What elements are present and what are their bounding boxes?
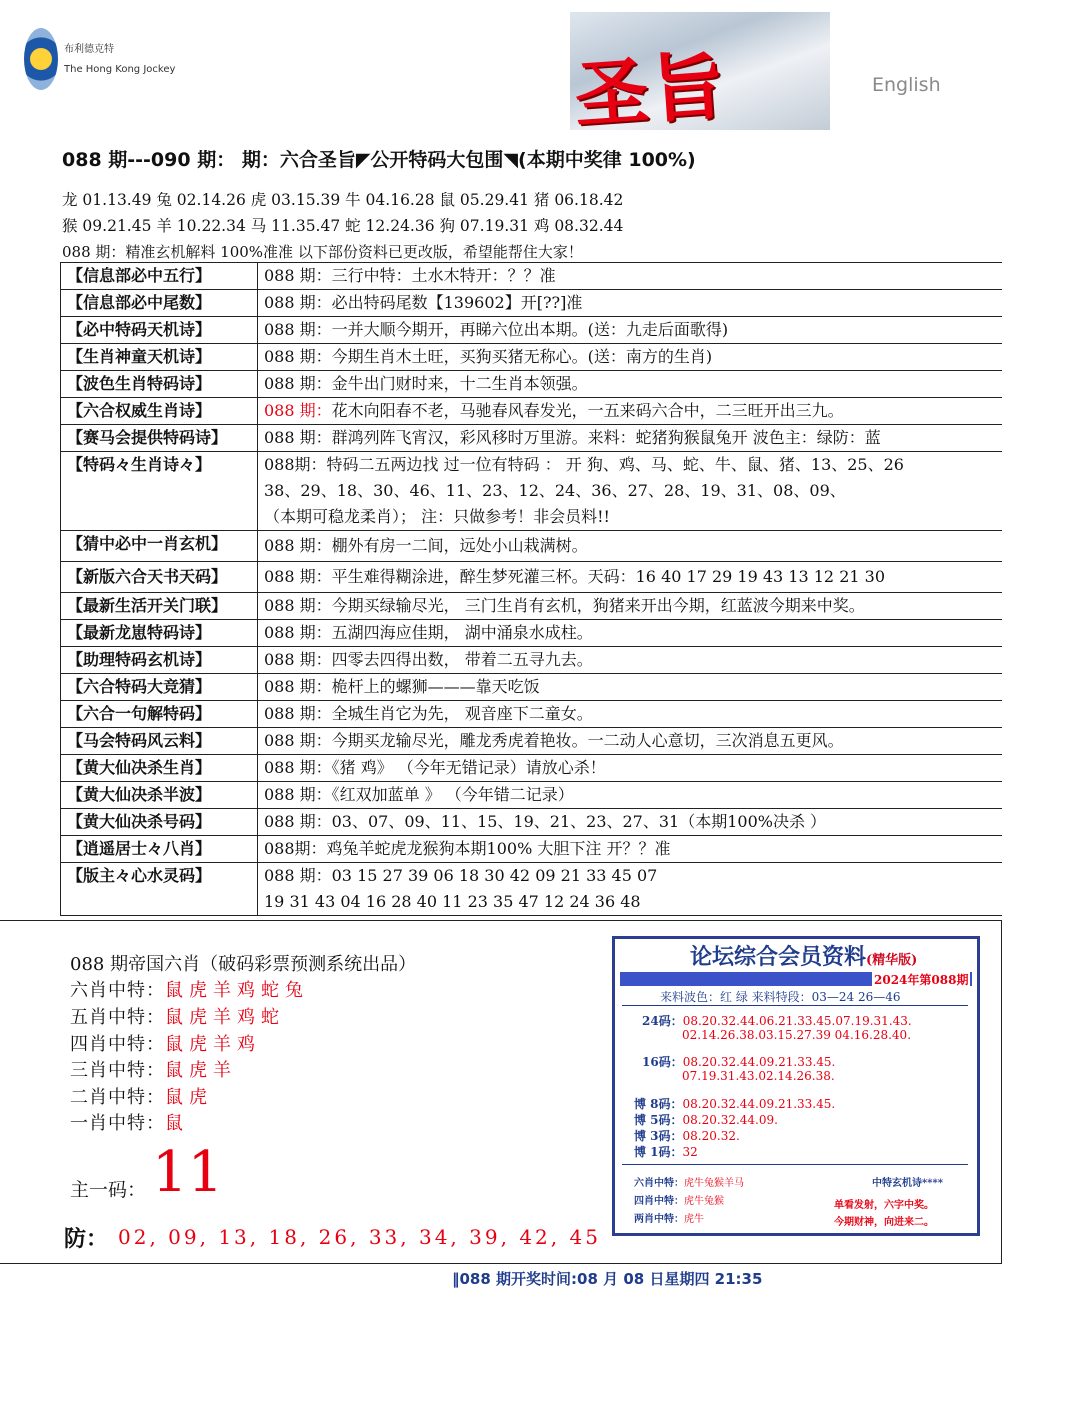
- intro-text: 088 期：精准玄机解料 100%准准 以下部份资料已更改版，希望能帮住大家！: [62, 243, 583, 261]
- row-label: 【新版六合天书天码】: [60, 562, 258, 592]
- row-label: 【六合特码大竞猜】: [60, 674, 258, 700]
- table-row: [60, 344, 1002, 371]
- table-row: [60, 531, 1002, 562]
- row-label: 【逍遥居士々八肖】: [60, 836, 258, 862]
- row-line: 088 期：03 15 27 39 06 18 30 42 09 21 33 45 07: [264, 866, 658, 885]
- row-value: 088 期：桅杆上的螺狮———靠天吃饭: [264, 677, 540, 696]
- code24-value-1: 08.20.32.44.06.21.33.45.07.19.31.43.: [682, 1014, 912, 1028]
- forum-title-text: 论坛综合会员资料: [690, 944, 867, 970]
- row-label: 【必中特码天机诗】: [60, 317, 258, 343]
- zodiac-line-1: 龙 01.13.49 兔 02.14.26 虎 03.15.39 牛 04.16.28 鼠 05.29.41 猪 06.18.42: [62, 191, 624, 209]
- bo3-value: 08.20.32.: [682, 1129, 740, 1143]
- six-key: 六肖中特：: [634, 1178, 684, 1189]
- forum-six: [634, 1174, 744, 1189]
- issue-prefix: 088 期：: [264, 401, 332, 420]
- fang-values: 02, 09, 13, 18, 26, 33, 34, 39, 42, 45: [118, 1225, 601, 1249]
- row-value: 088 期：三行中特：土水木特开：？？准: [264, 266, 556, 285]
- main-code-label: 主一码：: [70, 1179, 147, 1201]
- bo1-key: 博 1码：: [634, 1145, 683, 1159]
- headline: 088 期---090 期： 期：六合圣旨◤公开特码大包围◥(本期中奖律 100%): [62, 149, 696, 171]
- row-value: [258, 863, 1002, 915]
- six-line-label: 一肖中特：: [70, 1113, 165, 1134]
- forum-year-issue: 2024年第088期: [874, 973, 969, 987]
- table-row: [60, 452, 1002, 531]
- row-line: 088期：特码二五两边找 过一位有特码 ： 开 狗、鸡、马、蛇、牛、鼠、猪、13、25、26: [264, 455, 904, 474]
- row-label: 【助理特码玄机诗】: [60, 647, 258, 673]
- logo-text-en: The Hong Kong Jockey: [64, 64, 176, 75]
- forum-edition: (精华版): [866, 953, 918, 968]
- row-label: 【版主々心水灵码】: [60, 863, 258, 915]
- code24-value-2: 02.14.26.38.03.15.27.39 04.16.28.40.: [682, 1028, 912, 1042]
- code16-value-2: 07.19.31.43.02.14.26.38.: [682, 1069, 835, 1083]
- bo3-key: 博 3码：: [634, 1129, 683, 1143]
- forum-bo3: [634, 1127, 740, 1144]
- logo-text-cn: 布利德克特: [64, 44, 114, 55]
- six-line: [70, 1030, 261, 1056]
- four-key: 四肖中特：: [634, 1196, 684, 1207]
- row-label: 【六合一句解特码】: [60, 701, 258, 727]
- row-value: 088 期：棚外有房一二间，远处小山栽满树。: [264, 536, 588, 555]
- forum-poem-line-2: 今期财神，向进来二。: [834, 1217, 934, 1228]
- forum-bo8: [634, 1095, 835, 1112]
- row-value: 088 期：全城生肖它为先， 观音座下二童女。: [264, 704, 593, 723]
- row-value: 088 期：03、07、09、11、15、19、21、23、27、31（本期100%决杀 ）: [264, 812, 827, 831]
- bo1-value: 32: [682, 1145, 698, 1159]
- bo8-key: 博 8码：: [634, 1097, 683, 1111]
- forum-poem-title: 中特玄机诗****: [872, 1178, 943, 1189]
- six-line-label: 二肖中特：: [70, 1087, 165, 1108]
- table-row: [60, 809, 1002, 836]
- zodiac-line-2: 猴 09.21.45 羊 10.22.34 马 11.35.47 蛇 12.24.36 狗 07.19.31 鸡 08.32.44: [62, 217, 624, 235]
- row-line: 19 31 43 04 16 28 40 11 23 35 47 12 24 36 48: [264, 892, 641, 911]
- main-code: 11: [152, 1140, 224, 1205]
- forum-divider: [622, 1005, 968, 1006]
- table-row: [60, 593, 1002, 620]
- jockey-club-logo: [24, 28, 58, 90]
- six-zodiac-title: 088 期帝国六肖（破码彩票预测系统出品）: [70, 954, 417, 975]
- two-value: 虎牛: [684, 1214, 704, 1225]
- row-value: 088期：鸡兔羊蛇虎龙猴狗本期100% 大胆下注 开？？准: [264, 839, 671, 858]
- english-link[interactable]: English: [872, 74, 941, 96]
- row-value: 088 期：必出特码尾数【139602】开[??]准: [264, 293, 583, 312]
- table-row: [60, 398, 1002, 425]
- table-row: [60, 290, 1002, 317]
- table-row: [60, 647, 1002, 674]
- forum-poem-line-1: 单看发射，六字中奖。: [834, 1200, 934, 1211]
- code16-value-1: 08.20.32.44.09.21.33.45.: [682, 1055, 836, 1069]
- row-label: 【生肖神童天机诗】: [60, 344, 258, 370]
- row-label: 【黄大仙决杀生肖】: [60, 755, 258, 781]
- logo-text: [64, 40, 175, 80]
- fang-label: 防：: [64, 1226, 109, 1252]
- row-label: 【六合权威生肖诗】: [60, 398, 258, 424]
- table-row: [60, 701, 1002, 728]
- row-line: （本期可稳龙柔肖）； 注：只做参考！非会员料!!: [264, 507, 610, 526]
- six-line-label: 三肖中特：: [70, 1060, 165, 1081]
- row-text: 花木向阳春不老，马驰春风春发光，一五来码六合中，二三旺开出三九。: [331, 401, 844, 420]
- row-value: 088 期：今期买龙输尽光，雕龙秀虎着艳妆。一二动人心意切，三次消息五更风。: [264, 731, 844, 750]
- table-row: [60, 728, 1002, 755]
- two-key: 两肖中特：: [634, 1214, 684, 1225]
- forum-two: [634, 1210, 704, 1225]
- forum-title: [690, 940, 917, 971]
- draw-time: ‖088 期开奖时间:08 月 08 日星期四 21:35: [452, 1270, 763, 1288]
- row-value: [258, 452, 1002, 530]
- forum-code24: [642, 1012, 912, 1029]
- table-row: [60, 263, 1002, 290]
- six-line-value: 鼠虎羊: [165, 1060, 237, 1081]
- row-label: 【黄大仙决杀半波】: [60, 782, 258, 808]
- row-value: 088 期：今期买绿输尽光， 三门生肖有玄机，狗猪来开出今期，红蓝波今期来中奖。: [264, 596, 865, 615]
- row-label: 【特码々生肖诗々】: [60, 452, 258, 530]
- row-label: 【最新龙崽特码诗】: [60, 620, 258, 646]
- row-label: 【波色生肖特码诗】: [60, 371, 258, 397]
- table-row: [60, 562, 1002, 593]
- table-row: [60, 620, 1002, 647]
- forum-code16: [642, 1053, 835, 1070]
- six-line-label: 四肖中特：: [70, 1034, 165, 1055]
- code16-key: 16码：: [642, 1055, 683, 1069]
- table-row: [60, 755, 1002, 782]
- six-line-value: 鼠: [165, 1113, 189, 1134]
- six-line: [70, 976, 309, 1002]
- six-line: [70, 1056, 237, 1082]
- row-value: 088 期：《猪 鸡》 （今年无错记录）请放心杀！: [264, 758, 606, 777]
- table-row: [60, 425, 1002, 452]
- bo5-value: 08.20.32.44.09.: [682, 1113, 778, 1127]
- six-line-label: 五肖中特：: [70, 1007, 165, 1028]
- bo8-value: 08.20.32.44.09.21.33.45.: [682, 1097, 836, 1111]
- four-value: 虎牛兔猴: [684, 1196, 724, 1207]
- row-value: 088 期：金牛出门财时来，十二生肖本领强。: [264, 374, 588, 393]
- six-line: [70, 1083, 213, 1109]
- forum-divider: [622, 1164, 968, 1165]
- six-value: 虎牛兔猴羊马: [684, 1178, 744, 1189]
- bo5-key: 博 5码：: [634, 1113, 683, 1127]
- row-label: 【赛马会提供特码诗】: [60, 425, 258, 451]
- six-line: [70, 1109, 189, 1135]
- code24-key: 24码：: [642, 1014, 683, 1028]
- row-value: 088 期：今期生肖木土旺，买狗买猪无称心。(送：南方的生肖): [264, 347, 713, 366]
- row-label: 【马会特码风云料】: [60, 728, 258, 754]
- row-value: 088 期：四零去四得出数， 带着二五寻九去。: [264, 650, 593, 669]
- row-value: 088 期：群鸿列阵飞宵汉，彩风移时万里游。来料：蛇猪狗猴鼠兔开 波色主：绿防：蓝: [264, 428, 881, 447]
- row-value: 088 期：《红双加蓝单 》 （今年错二记录）: [264, 785, 574, 804]
- six-line-value: 鼠虎羊鸡蛇: [165, 1007, 285, 1028]
- row-label: 【信息部必中尾数】: [60, 290, 258, 316]
- forum-four: [634, 1192, 724, 1207]
- row-value: 088 期：一并大顺今期开，再睇六位出本期。(送：九走后面歌得): [264, 320, 729, 339]
- row-label: 【信息部必中五行】: [60, 263, 258, 289]
- table-row: [60, 836, 1002, 863]
- six-line: [70, 1003, 285, 1029]
- table-row: [60, 317, 1002, 344]
- row-value: 088 期：平生难得糊涂进，醉生梦死灌三杯。天码：16 40 17 29 19 43 13 12 21 30: [264, 567, 885, 586]
- row-line: 38、29、18、30、46、11、23、12、24、36、27、28、19、31、08、09、: [264, 481, 846, 500]
- row-value: [258, 398, 1002, 424]
- row-value: 088 期：五湖四海应佳期， 湖中涌泉水成柱。: [264, 623, 593, 642]
- row-label: 【猜中必中一肖玄机】: [60, 531, 258, 561]
- table-row: [60, 782, 1002, 809]
- six-line-value: 鼠虎: [165, 1087, 213, 1108]
- forum-bo5: [634, 1111, 778, 1128]
- row-label: 【最新生活开关门联】: [60, 593, 258, 619]
- banner-title: 圣旨: [571, 42, 730, 140]
- table-row: [60, 371, 1002, 398]
- forum-bo1: [634, 1143, 698, 1160]
- row-label: 【黄大仙决杀号码】: [60, 809, 258, 835]
- six-line-value: 鼠虎羊鸡蛇兔: [165, 980, 309, 1001]
- six-line-value: 鼠虎羊鸡: [165, 1034, 261, 1055]
- six-line-label: 六肖中特：: [70, 980, 165, 1001]
- table-row: [60, 674, 1002, 701]
- table-row: [60, 863, 1002, 916]
- forum-wave-line: 来料波色：红 绿 来料特段：03—24 26—46: [660, 990, 901, 1004]
- prediction-table: [60, 262, 1002, 916]
